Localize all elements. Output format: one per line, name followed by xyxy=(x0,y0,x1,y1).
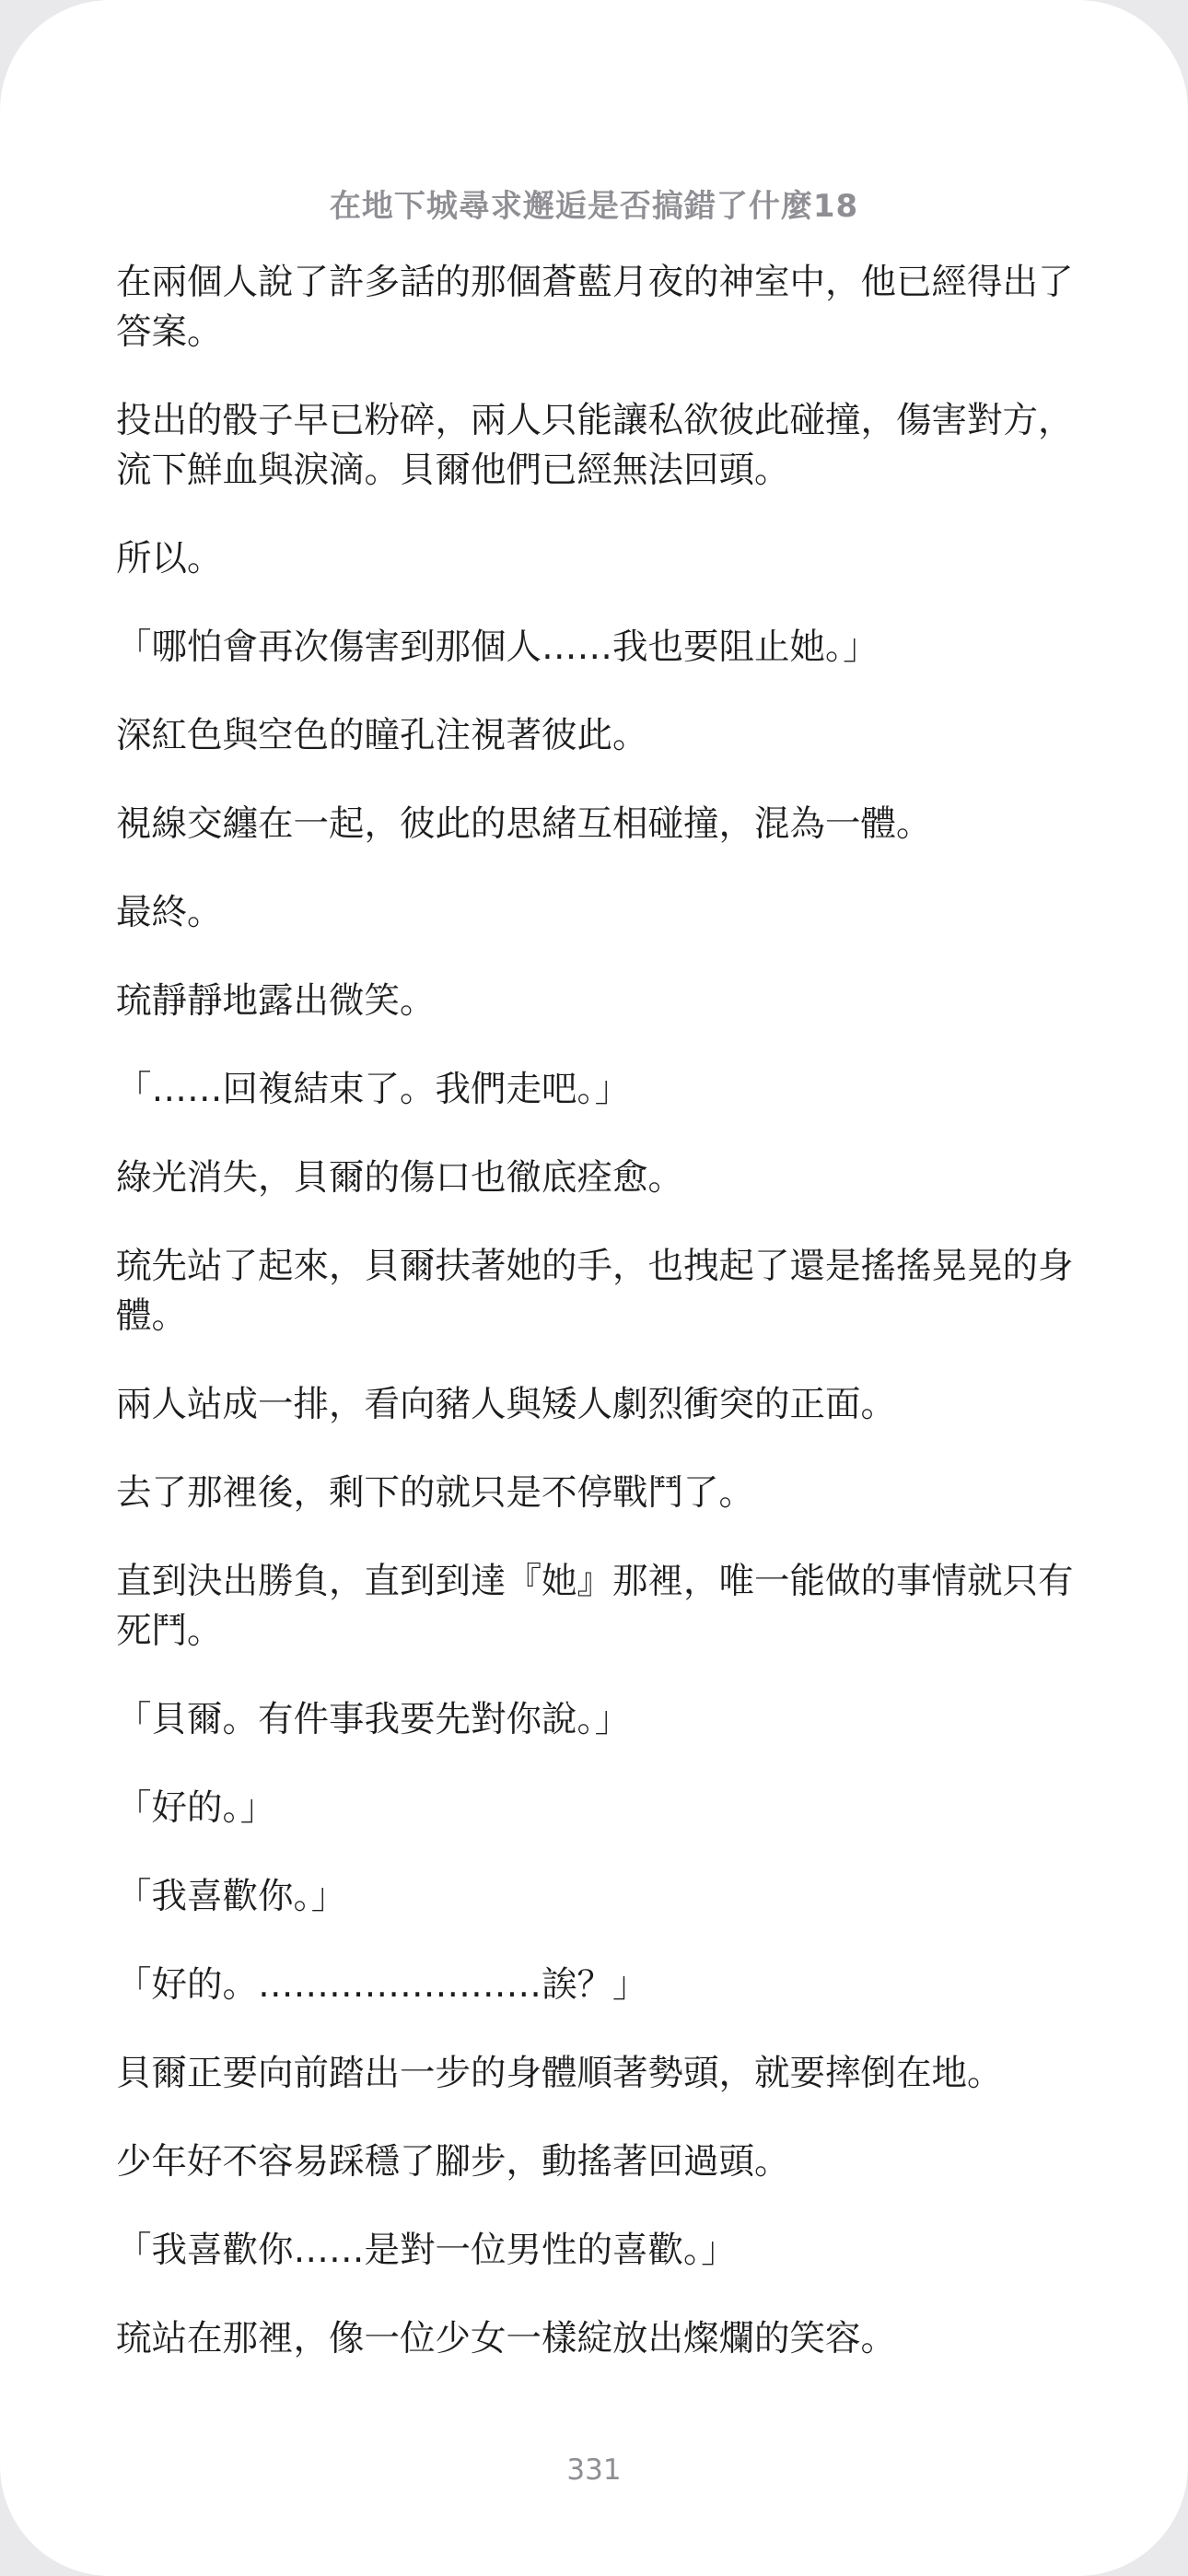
paragraph: 「我喜歡你……是對一位男性的喜歡。」 xyxy=(116,2230,737,2271)
paragraph: 兩人站成一排，看向豬人與矮人劇烈衝突的正面。 xyxy=(116,1384,897,1425)
paragraph: 在兩個人說了許多話的那個蒼藍月夜的神室中，他已經得出了答案。 xyxy=(116,262,1074,353)
paragraph: 少年好不容易踩穩了腳步，動搖著回過頭。 xyxy=(116,2141,790,2183)
page-number: 331 xyxy=(566,2453,622,2487)
paragraph: 投出的骰子早已粉碎，兩人只能讓私欲彼此碰撞，傷害對方，流下鮮血與淚滴。貝爾他們已經無法回頭。 xyxy=(116,400,1074,491)
paragraph: 琉站在那裡，像一位少女一樣綻放出燦爛的笑容。 xyxy=(116,2318,897,2359)
book-title: 在地下城尋求邂逅是否搞錯了什麼18 xyxy=(329,188,859,225)
paragraph: 深紅色與空色的瞳孔注視著彼此。 xyxy=(116,715,648,756)
paragraph: 「哪怕會再次傷害到那個人……我也要阻止她。」 xyxy=(116,626,879,668)
paragraph: 「我喜歡你。」 xyxy=(116,1876,347,1917)
paragraph: 「好的。……………………誒？」 xyxy=(116,1964,648,2006)
paragraph: 直到決出勝負，直到到達『她』那裡，唯一能做的事情就只有死鬥。 xyxy=(116,1561,1074,1652)
paragraph: 琉先站了起來，貝爾扶著她的手，也拽起了還是搖搖晃晃的身體。 xyxy=(116,1246,1074,1337)
paragraph: 貝爾正要向前踏出一步的身體順著勢頭，就要摔倒在地。 xyxy=(116,2053,1003,2094)
paragraph: 「……回複結束了。我們走吧。」 xyxy=(116,1069,631,1110)
paragraph: 琉靜靜地露出微笑。 xyxy=(116,980,436,1022)
paragraph: 綠光消失，貝爾的傷口也徹底痊愈。 xyxy=(116,1157,684,1199)
paragraph: 視線交纏在一起，彼此的思緒互相碰撞，混為一體。 xyxy=(116,803,932,845)
paragraph: 「貝爾。有件事我要先對你說。」 xyxy=(116,1699,631,1740)
paragraph: 「好的。」 xyxy=(116,1787,276,1829)
paragraph: 去了那裡後，剩下的就只是不停戰鬥了。 xyxy=(116,1472,755,1514)
text-body xyxy=(116,258,1074,2403)
paragraph: 最終。 xyxy=(116,892,223,933)
paragraph: 所以。 xyxy=(116,538,223,580)
